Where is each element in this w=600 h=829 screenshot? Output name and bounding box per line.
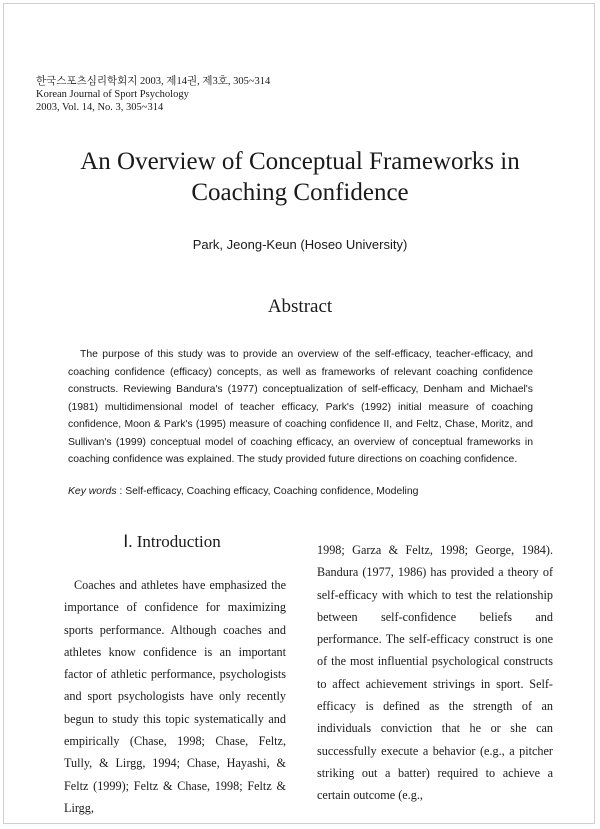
body-column-left: Coaches and athletes have emphasized the importance of confidence for maximizing sports performance. Although coaches and athletes know confidence is an important factor of athletic performance, psychologists and sport psychologists have only recently begun to study this topic systematically and empirically (Chase, 1998; Chase, Feltz, Tully, & Lirgg, 1994; Chase, Hayashi, & Feltz (1999); Feltz & Chase, 1998; Feltz & Lirgg,: [64, 578, 286, 815]
author-line: Park, Jeong-Keun (Hoseo University): [192, 237, 408, 252]
keywords-label: Key words: [68, 486, 117, 497]
body-column-right: 1998; Garza & Feltz, 1998; George, 1984). Bandura (1977, 1986) has provided a theory of self-efficacy with which to test the relationship between self-confidence beliefs and performance. The self-efficacy construct is one of the most influential psychological constructs to affect achievement strivings in sport. Self-efficacy is defined as the strength of an individuals conviction that he or she can successfully execute a behavior (e.g., a pitcher striking out a batter) required to achieve a certain outcome (e.g.,: [317, 543, 553, 803]
keywords-separator: :: [116, 486, 126, 497]
abstract-heading: Abstract: [267, 296, 333, 317]
paper-title-line1: An Overview of Conceptual Frameworks in: [80, 148, 520, 175]
paper-title: [0, 146, 600, 208]
paper-title-line2: Coaching Confidence: [191, 179, 409, 206]
journal-header-english: Korean Journal of Sport Psychology: [36, 89, 189, 100]
journal-header: [36, 75, 270, 114]
journal-header-volume: 2003, Vol. 14, No. 3, 305~314: [36, 102, 164, 113]
keywords-value: Self-efficacy, Coaching efficacy, Coaching confidence, Modeling: [125, 486, 419, 497]
abstract-body: The purpose of this study was to provide an overview of the self-efficacy, teacher-efficacy, and coaching confidence (efficacy) concepts, as well as frameworks of relevant coaching confidence constructs. Reviewing Bandura's (1977) conceptualization of self-efficacy, Denham and Michael's (1981) multidimensional model of teacher efficacy, Park's (1992) initial measure of coaching confidence, Moon & Park's (1995) measure of coaching confidence II, and Feltz, Chase, Moritz, and Sullivan's (1999) conceptual model of coaching efficacy, an overview of conceptual frameworks in coaching confidence was explained. The study provided future directions on coaching confidence.: [68, 349, 533, 465]
section-heading-introduction: Ⅰ. Introduction: [123, 532, 221, 551]
journal-header-korean: 한국스포츠심리학회지 2003, 제14권, 제3호, 305~314: [36, 76, 271, 87]
keywords: [68, 486, 538, 497]
